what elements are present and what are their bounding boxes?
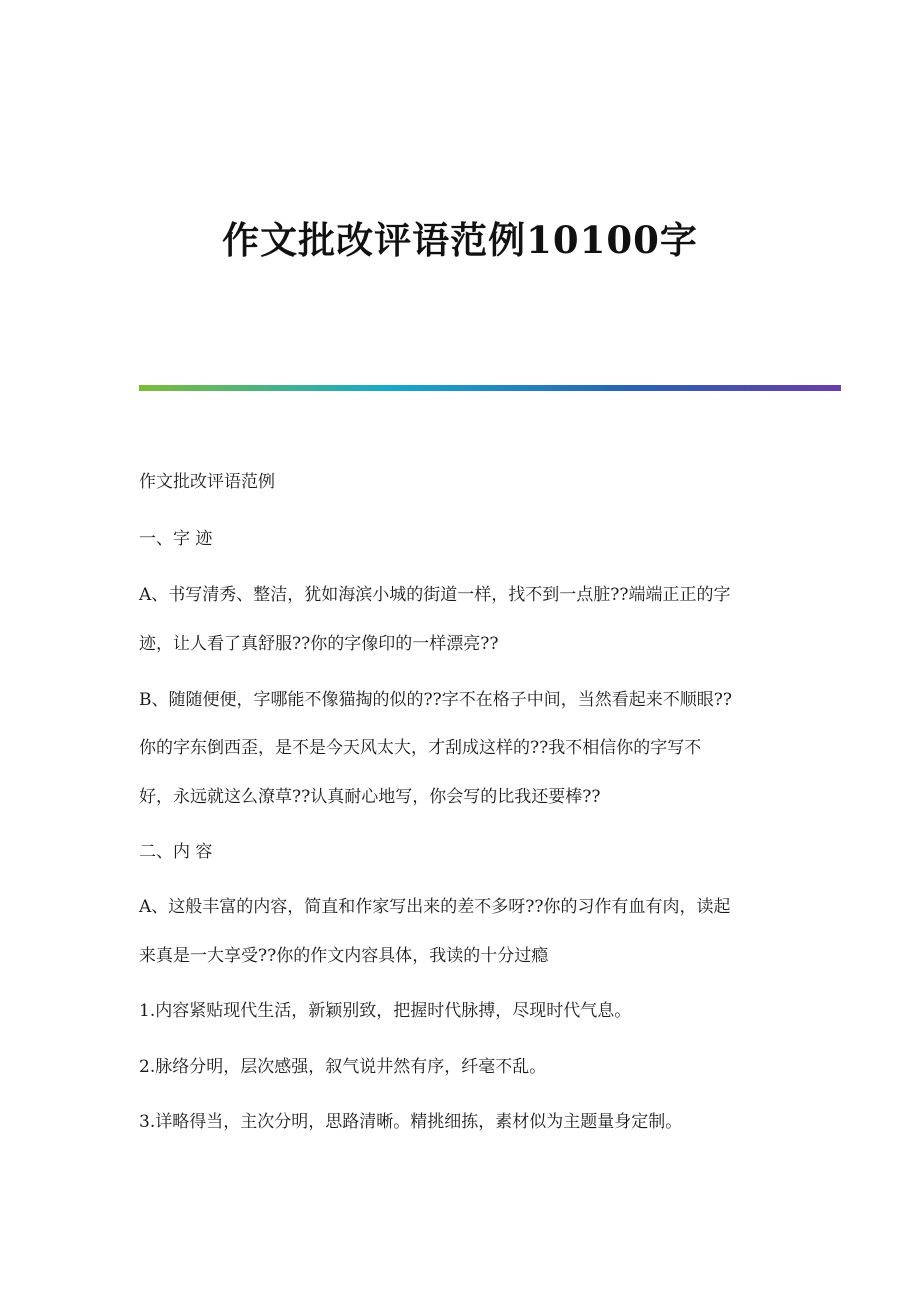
subsection-heading: 一、字 迹 (139, 529, 213, 549)
section-heading: 作文批改评语范例 (139, 472, 275, 492)
paragraph-line: A、这般丰富的内容，简直和作家写出来的差不多呀??你的习作有血有肉，读起 (139, 897, 731, 917)
paragraph-line: 你的字东倒西歪，是不是今天风太大，才刮成这样的??我不相信你的字写不 (139, 738, 702, 758)
subsection-heading: 二、内 容 (139, 842, 213, 862)
list-item: 1.内容紧贴现代生活，新颖别致，把握时代脉搏，尽现时代气息。 (139, 1001, 632, 1021)
list-item: 2.脉络分明，层次感强，叙气说井然有序，纤毫不乱。 (139, 1057, 547, 1077)
paragraph-line: 迹，让人看了真舒服??你的字像印的一样漂亮?? (139, 634, 499, 654)
list-item: 3.详略得当，主次分明，思路清晰。精挑细拣，素材似为主题量身定制。 (139, 1112, 683, 1132)
title-divider (139, 385, 841, 391)
paragraph-line: A、书写清秀、整洁，犹如海滨小城的街道一样，找不到一点脏??端端正正的字 (139, 585, 731, 605)
document-title: 作文批改评语范例10100字 (222, 218, 698, 262)
paragraph-line: 来真是一大享受??你的作文内容具体，我读的十分过瘾 (139, 946, 549, 966)
paragraph-line: 好，永远就这么潦草??认真耐心地写，你会写的比我还要棒?? (139, 787, 601, 807)
paragraph-line: B、随随便便，字哪能不像猫掏的似的??字不在格子中间，当然看起来不顺眼?? (139, 690, 732, 710)
